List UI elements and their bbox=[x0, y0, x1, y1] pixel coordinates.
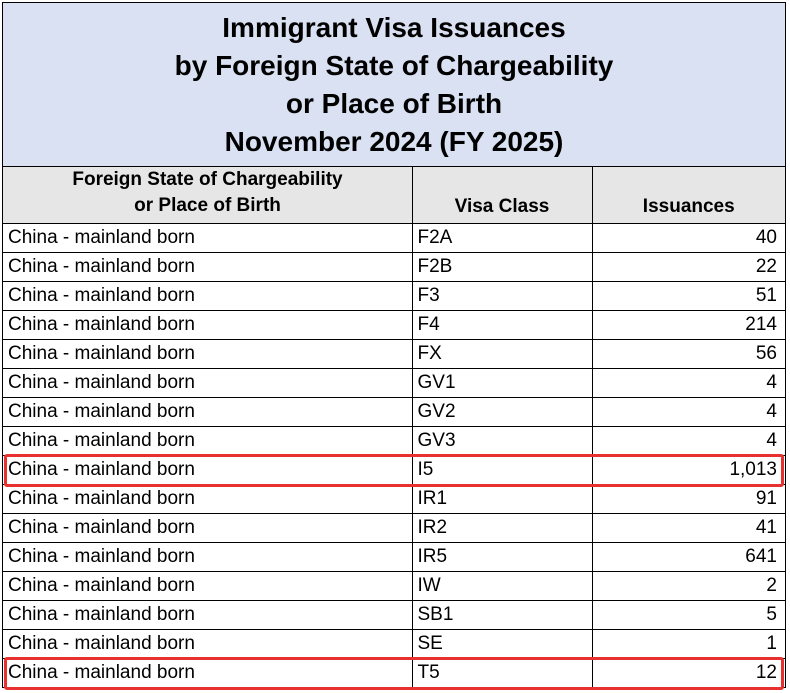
table-row[interactable] bbox=[3, 630, 785, 659]
state-cell[interactable]: China - mainland born bbox=[3, 630, 412, 659]
table-body bbox=[3, 224, 785, 688]
table-row[interactable] bbox=[3, 543, 785, 572]
report-title-block bbox=[3, 3, 785, 167]
visa-class-cell[interactable]: F4 bbox=[412, 311, 592, 340]
visa-class-cell[interactable]: GV2 bbox=[412, 398, 592, 427]
table-row[interactable] bbox=[3, 572, 785, 601]
issuances-cell[interactable]: 4 bbox=[592, 398, 785, 427]
visa-class-cell[interactable]: F2B bbox=[412, 253, 592, 282]
table-row[interactable] bbox=[3, 224, 785, 253]
state-cell[interactable]: China - mainland born bbox=[3, 340, 412, 369]
issuances-cell[interactable]: 91 bbox=[592, 485, 785, 514]
report-title-line-3: or Place of Birth bbox=[285, 87, 503, 119]
visa-class-cell[interactable]: GV3 bbox=[412, 427, 592, 456]
issuances-cell[interactable]: 56 bbox=[592, 340, 785, 369]
issuances-cell[interactable]: 641 bbox=[592, 543, 785, 572]
state-cell[interactable]: China - mainland born bbox=[3, 253, 412, 282]
visa-class-cell[interactable]: GV1 bbox=[412, 369, 592, 398]
column-header-state[interactable] bbox=[3, 167, 412, 224]
issuances-cell[interactable]: 22 bbox=[592, 253, 785, 282]
state-cell[interactable]: China - mainland born bbox=[3, 572, 412, 601]
issuances-cell[interactable]: 12 bbox=[592, 659, 785, 688]
issuances-cell[interactable]: 214 bbox=[592, 311, 785, 340]
table-row[interactable] bbox=[3, 282, 785, 311]
table-row[interactable] bbox=[3, 253, 785, 282]
visa-class-cell[interactable]: F2A bbox=[412, 224, 592, 253]
table-row[interactable] bbox=[3, 659, 785, 688]
table-row[interactable] bbox=[3, 398, 785, 427]
state-cell[interactable]: China - mainland born bbox=[3, 601, 412, 630]
table-row[interactable] bbox=[3, 369, 785, 398]
visa-class-cell[interactable]: I5 bbox=[412, 456, 592, 485]
state-cell[interactable]: China - mainland born bbox=[3, 369, 412, 398]
state-cell[interactable]: China - mainland born bbox=[3, 659, 412, 688]
report-title-line-1: Immigrant Visa Issuances bbox=[222, 11, 566, 43]
visa-class-cell[interactable]: FX bbox=[412, 340, 592, 369]
visa-class-cell[interactable]: T5 bbox=[412, 659, 592, 688]
state-cell[interactable]: China - mainland born bbox=[3, 311, 412, 340]
issuances-cell[interactable]: 2 bbox=[592, 572, 785, 601]
visa-class-cell[interactable]: IR5 bbox=[412, 543, 592, 572]
report-title-line-2: by Foreign State of Chargeability bbox=[174, 49, 614, 81]
visa-class-cell[interactable]: SE bbox=[412, 630, 592, 659]
table-header-row bbox=[3, 167, 785, 224]
state-cell[interactable]: China - mainland born bbox=[3, 543, 412, 572]
table-row[interactable] bbox=[3, 427, 785, 456]
table-row[interactable] bbox=[3, 456, 785, 485]
visa-class-cell[interactable]: IR1 bbox=[412, 485, 592, 514]
state-cell[interactable]: China - mainland born bbox=[3, 456, 412, 485]
state-cell[interactable]: China - mainland born bbox=[3, 514, 412, 543]
column-header-visa-class[interactable] bbox=[412, 167, 592, 224]
state-cell[interactable]: China - mainland born bbox=[3, 485, 412, 514]
table-row[interactable] bbox=[3, 514, 785, 543]
issuances-cell[interactable]: 51 bbox=[592, 282, 785, 311]
visa-class-cell[interactable]: SB1 bbox=[412, 601, 592, 630]
state-cell[interactable]: China - mainland born bbox=[3, 398, 412, 427]
visa-class-cell[interactable]: IW bbox=[412, 572, 592, 601]
state-cell[interactable]: China - mainland born bbox=[3, 282, 412, 311]
column-header-issuances-label: Issuances bbox=[642, 196, 735, 217]
column-header-visa-class-label: Visa Class bbox=[454, 196, 550, 217]
report-title-line-4: November 2024 (FY 2025) bbox=[224, 125, 564, 157]
table-row[interactable] bbox=[3, 601, 785, 630]
table-row[interactable] bbox=[3, 340, 785, 369]
issuances-cell[interactable]: 40 bbox=[592, 224, 785, 253]
table-row[interactable] bbox=[3, 485, 785, 514]
column-header-issuances[interactable] bbox=[592, 167, 785, 224]
visa-issuance-sheet bbox=[2, 2, 786, 688]
issuances-cell[interactable]: 41 bbox=[592, 514, 785, 543]
column-header-state-label: Foreign State of Chargeability or Place of Birth bbox=[72, 169, 343, 216]
issuances-cell[interactable]: 4 bbox=[592, 369, 785, 398]
issuances-cell[interactable]: 4 bbox=[592, 427, 785, 456]
visa-class-cell[interactable]: IR2 bbox=[412, 514, 592, 543]
issuance-table bbox=[3, 167, 785, 688]
table-row[interactable] bbox=[3, 311, 785, 340]
issuances-cell[interactable]: 1 bbox=[592, 630, 785, 659]
state-cell[interactable]: China - mainland born bbox=[3, 427, 412, 456]
state-cell[interactable]: China - mainland born bbox=[3, 224, 412, 253]
issuances-cell[interactable]: 1,013 bbox=[592, 456, 785, 485]
visa-class-cell[interactable]: F3 bbox=[412, 282, 592, 311]
issuances-cell[interactable]: 5 bbox=[592, 601, 785, 630]
